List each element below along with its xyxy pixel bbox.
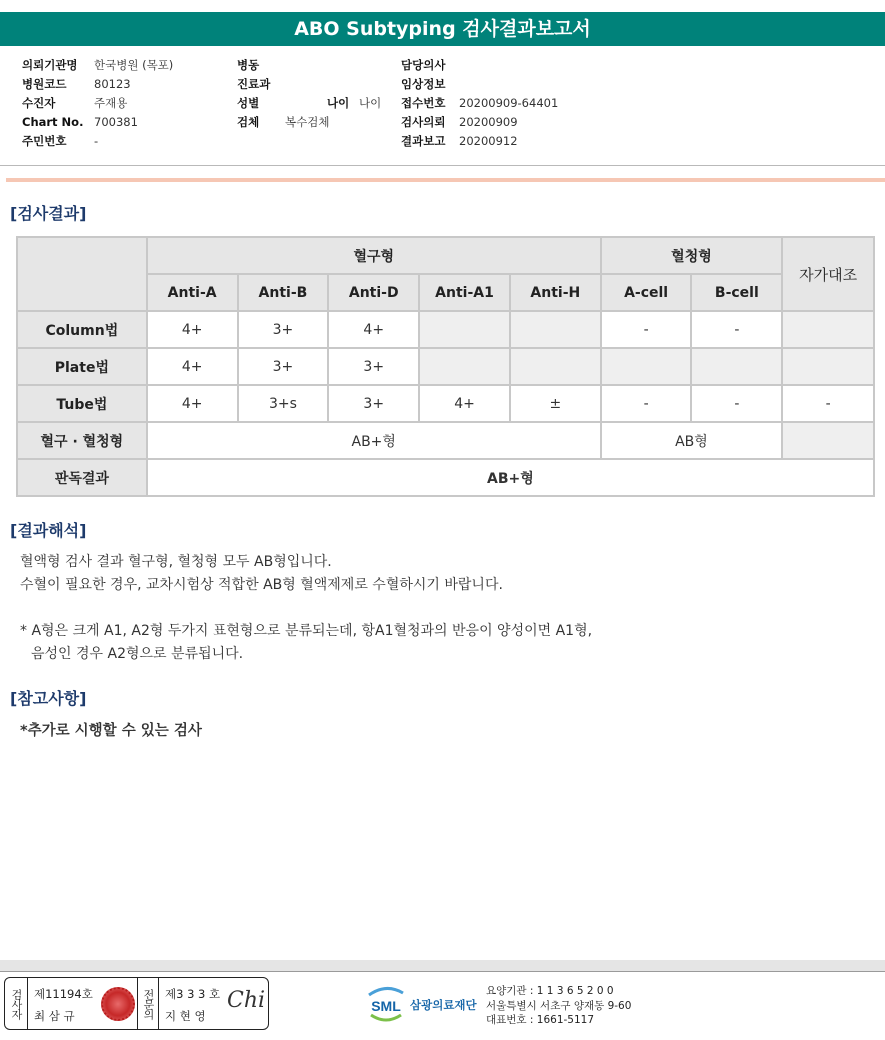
info-value: - [94,134,99,148]
info-value: 80123 [94,77,131,91]
table-cell [419,311,510,348]
table-cell: - [691,385,782,422]
specialist-number: 제3 3 3 호 [165,987,221,1001]
org-info [486,984,631,1028]
row-header: 판독결과 [17,459,147,496]
info-label: 성별 [237,96,260,110]
info-value: 20200909 [459,115,518,129]
info-column-doctor [401,56,558,151]
notes-text: *추가로 시행할 수 있는 검사 [20,723,202,739]
sml-logo-text: SML [371,998,401,1014]
info-label: 수진자 [22,96,56,110]
info-label: 주민번호 [22,134,67,148]
info-label: Chart No. [22,115,84,129]
report-title: ABO Subtyping 검사결과보고서 [0,12,885,46]
section-title-interpretation: [결과해석] [10,521,87,540]
column-header: A-cell [601,274,692,311]
info-row [237,56,381,75]
interpretation-line: 수혈이 필요한 경우, 교차시험상 적합한 AB형 혈액제제로 수혈하시기 바랍니다. [20,577,503,593]
info-value: 주재용 [94,96,128,110]
header-auto-control: 자가대조 [782,237,874,311]
table-cell: 4+ [328,311,419,348]
table-cell [782,348,874,385]
table-cell: 4+ [419,385,510,422]
column-header: Anti-A [147,274,238,311]
row-header: 혈구 · 혈청형 [17,422,147,459]
table-cell: 3+ [238,311,329,348]
info-column-patient [22,56,173,151]
table-cell: 3+ [328,348,419,385]
info-label: 임상정보 [401,77,446,91]
interpretation-text [20,551,592,666]
org-name: 삼광의료재단 [410,998,477,1012]
column-header: Anti-D [328,274,419,311]
table-cell [782,311,874,348]
info-row [237,94,381,113]
info-label: 진료과 [237,77,271,91]
info-value: 20200912 [459,134,518,148]
table-cell: 3+ [238,348,329,385]
info-value: 복수검체 [285,115,330,129]
info-row [401,113,558,132]
table-cell: - [601,385,692,422]
info-row [401,94,558,113]
info-row [22,94,173,113]
info-row [401,132,558,151]
age-label: 나이 [327,96,350,110]
interpretation-line: 혈액형 검사 결과 혈구형, 혈청형 모두 AB형입니다. [20,554,332,570]
accent-divider [6,178,885,182]
info-label: 병동 [237,58,260,72]
column-header: B-cell [691,274,782,311]
column-header: Anti-H [510,274,601,311]
age-value: 나이 [359,96,382,110]
examiner-label: 검사자 [10,988,23,1019]
info-value: 한국병원 (목포) [94,58,174,72]
info-row [22,132,173,151]
table-row [17,385,874,422]
info-label: 담당의사 [401,58,446,72]
info-label: 검체 [237,115,260,129]
column-header: Anti-A1 [419,274,510,311]
table-cell: ± [510,385,601,422]
table-cell [419,348,510,385]
specialist-name: 지 현 영 [165,1009,206,1023]
table-row-final [17,459,874,496]
section-title-results: [검사결과] [10,204,87,223]
table-header-row [17,237,874,274]
table-cell [691,348,782,385]
footer-divider [0,971,885,972]
info-column-ward [237,56,381,132]
table-cell: 3+ [328,385,419,422]
org-phone: 대표번호 : 1661-5117 [486,1014,595,1026]
info-row [22,113,173,132]
info-value: 700381 [94,115,138,129]
row-header: Column법 [17,311,147,348]
table-cell: 3+s [238,385,329,422]
table-cell [510,311,601,348]
results-table [16,236,875,497]
table-cell: - [782,385,874,422]
table-cell [782,422,874,459]
interpretation-note: * A형은 크게 A1, A2형 두가지 표현형으로 분류되는데, 항A1혈청과의 반응이 양성이면 A1형, [20,623,593,639]
table-row [17,348,874,385]
info-label: 의뢰기관명 [22,58,78,72]
examiner-name: 최 삼 규 [34,1009,75,1023]
table-cell [510,348,601,385]
seal-icon [101,987,135,1021]
specialist-label: 전문의 [142,988,155,1019]
signature: Chi [227,988,266,1013]
column-header: Anti-B [238,274,329,311]
table-cell [601,348,692,385]
info-label: 결과보고 [401,134,446,148]
table-corner-cell [17,237,147,311]
info-label: 검사의뢰 [401,115,446,129]
examiner-number: 제11194호 [34,987,93,1001]
info-row [401,75,558,94]
table-row-combined [17,422,874,459]
info-row [22,56,173,75]
info-row [237,113,381,132]
serum-type-result: AB형 [601,422,783,459]
row-header: Plate법 [17,348,147,385]
table-cell: 4+ [147,311,238,348]
signature-box [4,977,269,1030]
info-label: 접수번호 [401,96,446,110]
table-cell: - [601,311,692,348]
info-value: 20200909-64401 [459,96,559,110]
header-serum-group: 혈청형 [601,237,783,274]
info-row [401,56,558,75]
final-result: AB+형 [147,459,874,496]
cell-type-result: AB+형 [147,422,601,459]
table-row [17,311,874,348]
info-label: 병원코드 [22,77,67,91]
section-title-notes: [참고사항] [10,689,87,708]
table-cell: 4+ [147,348,238,385]
table-cell: - [691,311,782,348]
org-code: 요양기관 : 1 1 3 6 5 2 0 0 [486,985,614,997]
table-cell: 4+ [147,385,238,422]
info-row [237,75,381,94]
row-header: Tube법 [17,385,147,422]
interpretation-note: 음성인 경우 A2형으로 분류됩니다. [31,646,244,662]
info-row [22,75,173,94]
header-divider [0,165,885,166]
sml-logo-icon [365,985,407,1023]
footer-band [0,960,885,971]
header-cell-group: 혈구형 [147,237,601,274]
org-address: 서울특별시 서초구 양재동 9-60 [486,999,632,1012]
